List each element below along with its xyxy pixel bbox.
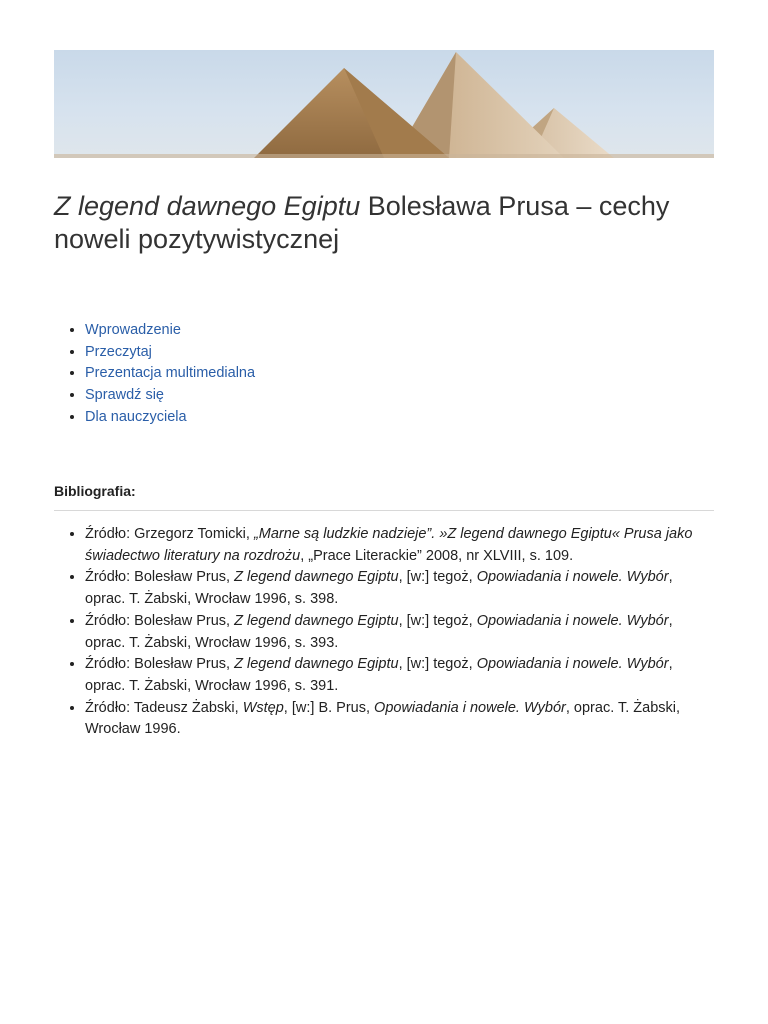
entry-text: Źródło: Bolesław Prus, (85, 569, 235, 586)
entry-text: , oprac. T. Żabski, Wrocław 1996. (85, 699, 681, 738)
entry-text: , oprac. T. Żabski, Wrocław 1996, s. 393. (85, 612, 673, 651)
bibliography-entry (85, 567, 714, 610)
entry-text: Źródło: Tadeusz Żabski, (85, 699, 243, 716)
section-divider (54, 510, 714, 511)
entry-text: , [w:] tegoż, (398, 656, 477, 673)
nav-item-przeczytaj (85, 342, 255, 364)
entry-text: Źródło: Grzegorz Tomicki, (85, 526, 254, 542)
pyramids-illustration (54, 50, 714, 158)
entry-text: Źródło: Bolesław Prus, (85, 656, 235, 673)
nav-link-sprawdz-sie[interactable]: Sprawdź się (85, 387, 164, 404)
entry-title: Z legend dawnego Egiptu (234, 656, 399, 673)
nav-item-prezentacja (85, 363, 255, 385)
nav-item-sprawdz-sie (85, 385, 255, 407)
entry-book-title: Opowiadania i nowele. Wybór (476, 569, 669, 586)
entry-title: Z legend dawnego Egiptu (234, 612, 399, 629)
entry-text: , [w:] B. Prus, (283, 699, 375, 716)
title-rest-part: Bolesława Prusa – cechy noweli pozytywistycznej (54, 191, 670, 254)
bibliography-entry (85, 654, 714, 697)
entry-text: Źródło: Bolesław Prus, (85, 612, 235, 629)
entry-text: , [w:] tegoż, (398, 569, 477, 586)
entry-text: , oprac. T. Żabski, Wrocław 1996, s. 398. (85, 569, 673, 608)
entry-title: „Marne są ludzkie nadzieje”. »Z legend dawnego Egiptu« Prusa jako świadectwo literatury na rozdrożu (85, 526, 693, 564)
bibliography-entry (85, 698, 714, 741)
nav-link-przeczytaj[interactable]: Przeczytaj (85, 343, 152, 360)
entry-book-title: Opowiadania i nowele. Wybór (476, 656, 669, 673)
nav-link-prezentacja-multimedialna[interactable]: Prezentacja multimedialna (85, 365, 256, 382)
entry-text: , oprac. T. Żabski, Wrocław 1996, s. 391. (85, 656, 673, 694)
nav-link-wprowadzenie[interactable]: Wprowadzenie (85, 322, 181, 338)
bibliography-entry (85, 611, 714, 654)
nav-item-dla-nauczyciela (85, 407, 255, 429)
bibliography-list (54, 524, 714, 741)
bibliography-entry (85, 524, 714, 567)
entry-text: , „Prace Literackie” 2008, nr XLVIII, s. 109. (300, 547, 574, 564)
bibliography-heading: Bibliografia: (54, 483, 136, 499)
header-banner-image (54, 50, 714, 158)
entry-book-title: Opowiadania i nowele. Wybór (476, 612, 669, 629)
page-title (54, 190, 714, 256)
entry-title: Wstęp (242, 699, 284, 716)
title-italic-part: Z legend dawnego Egiptu (54, 191, 361, 221)
entry-book-title: Opowiadania i nowele. Wybór (374, 699, 566, 716)
entry-text: , [w:] tegoż, (398, 612, 477, 629)
nav-link-dla-nauczyciela[interactable]: Dla nauczyciela (85, 408, 187, 425)
entry-title: Z legend dawnego Egiptu (234, 569, 399, 586)
section-nav (54, 320, 255, 429)
nav-item-wprowadzenie (85, 320, 255, 342)
